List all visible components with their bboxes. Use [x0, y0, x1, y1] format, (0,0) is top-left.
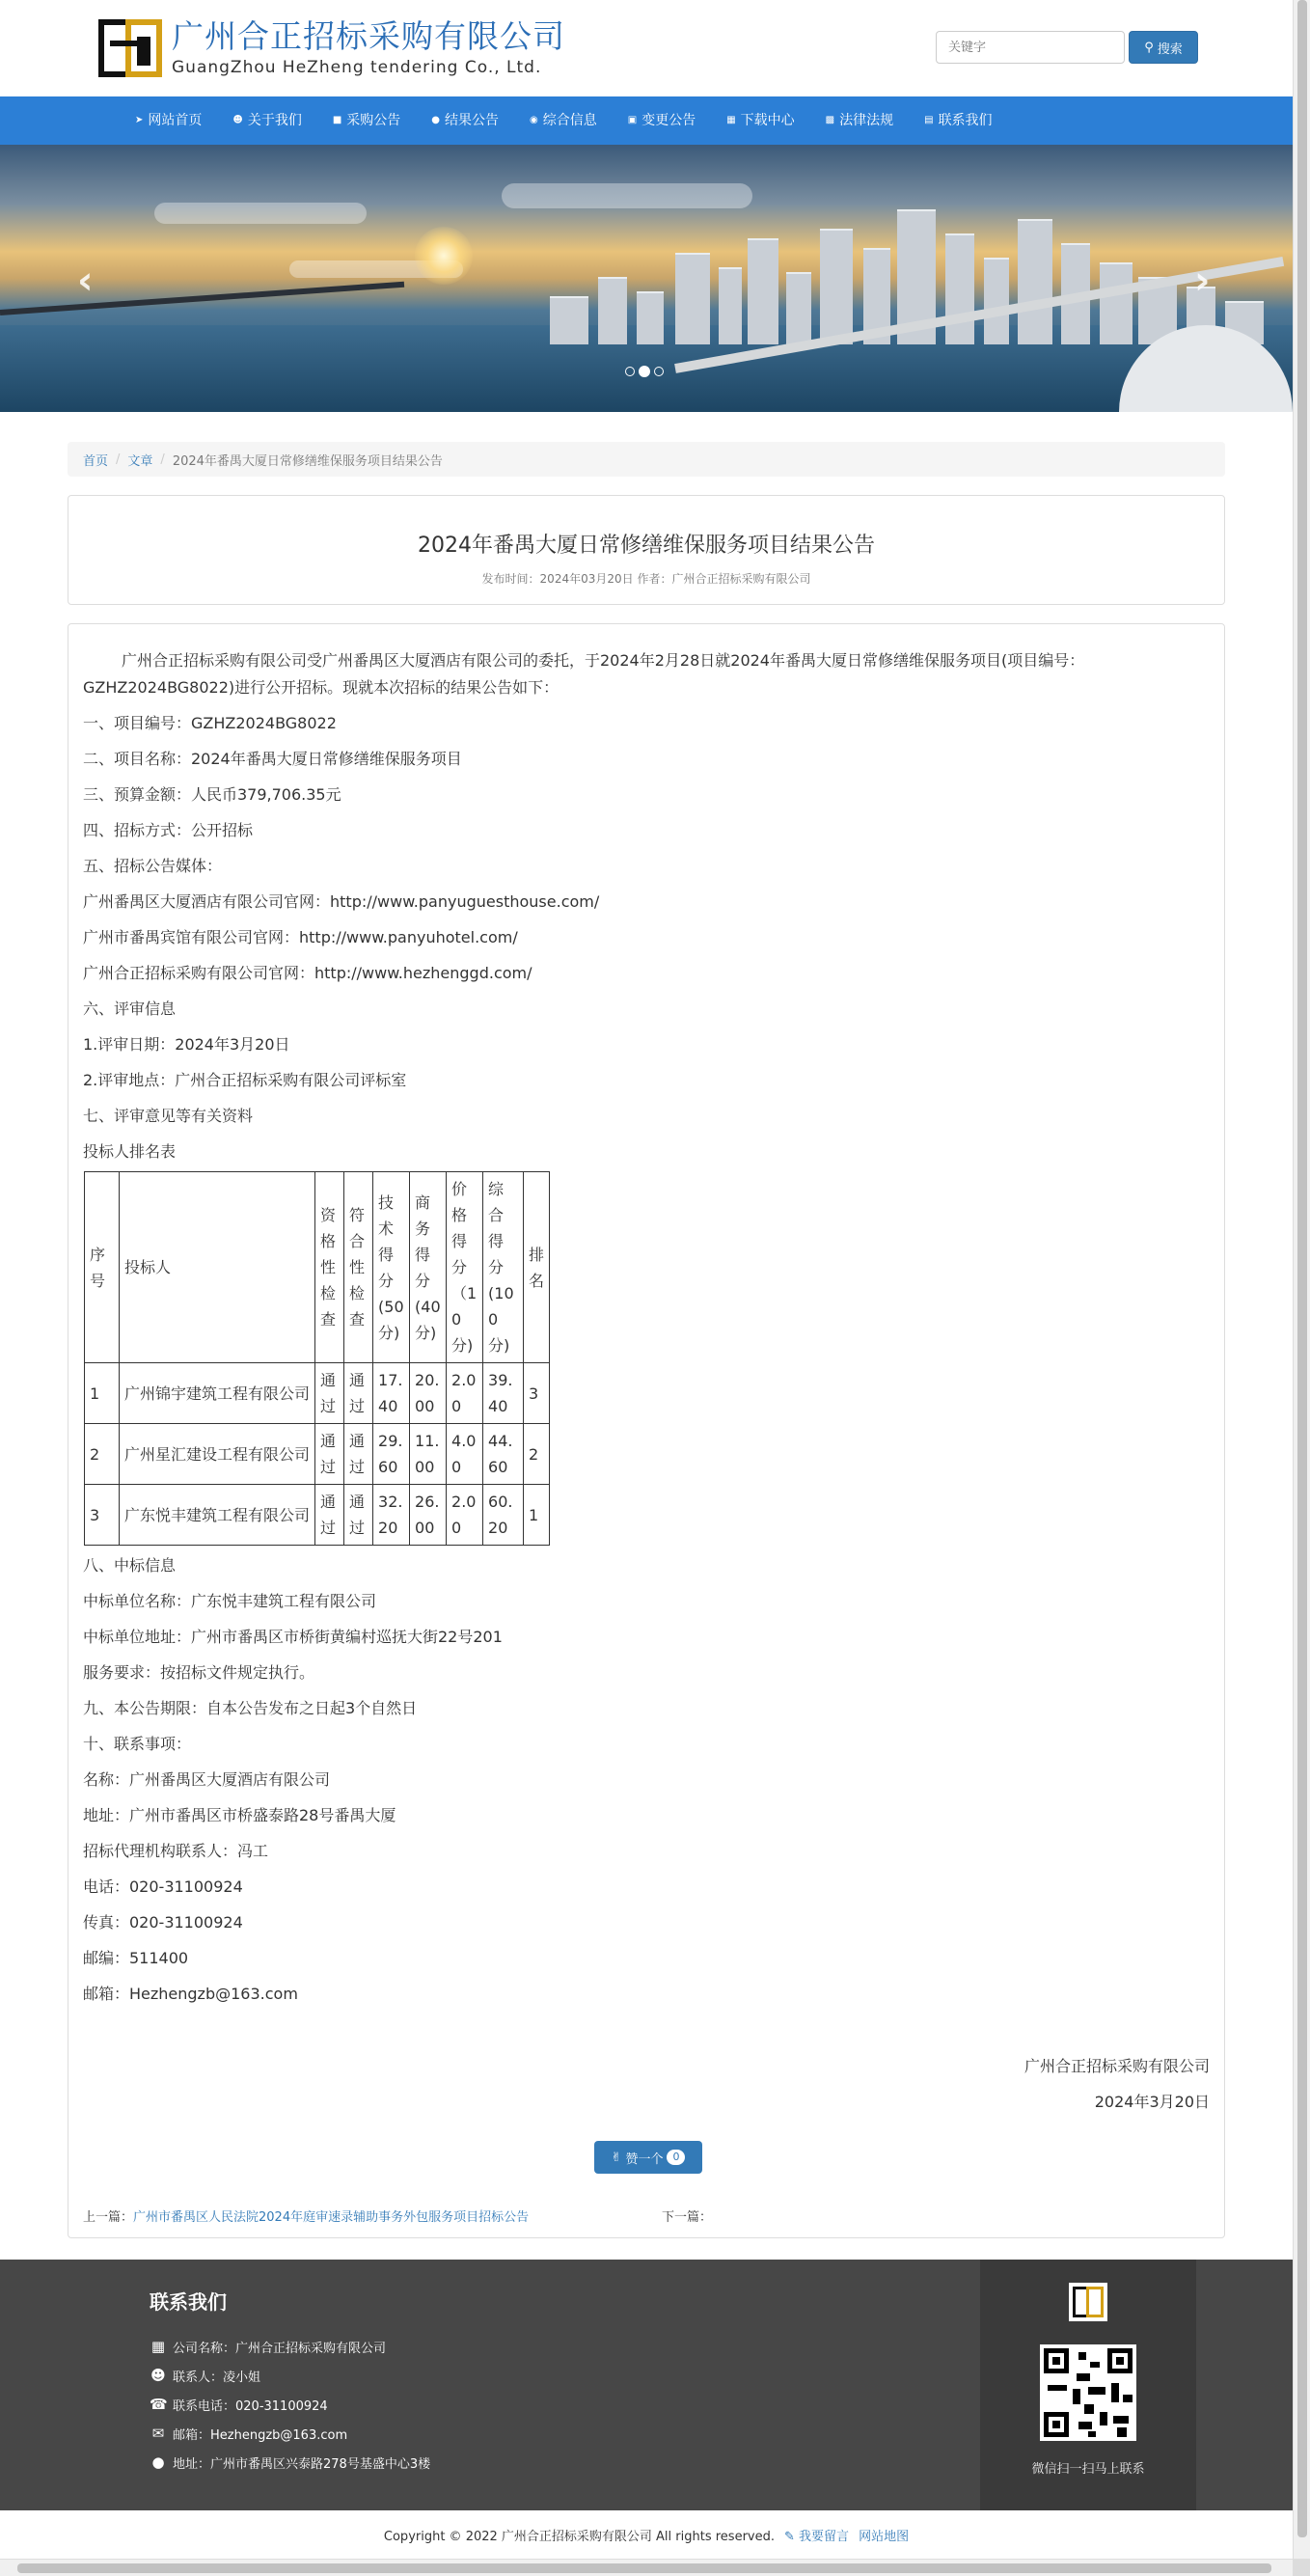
- article-title-panel: [68, 495, 1225, 605]
- logo-mark-icon: [96, 15, 164, 81]
- article-line: 投标人排名表: [83, 1142, 177, 1161]
- vertical-scroll-thumb[interactable]: [1297, 0, 1307, 2537]
- article-line: 中标单位名称：广东悦丰建筑工程有限公司: [83, 1592, 377, 1610]
- table-row: [85, 1485, 550, 1546]
- users-icon: ☻: [150, 2367, 166, 2384]
- site-logo[interactable]: [96, 15, 565, 81]
- prev-label: 上一篇：: [83, 2210, 134, 2225]
- like-button[interactable]: [594, 2141, 702, 2174]
- leave-message-label: 我要留言: [799, 2529, 850, 2544]
- footer-company: 公司名称：广州合正招标采购有限公司: [173, 2341, 387, 2356]
- carousel-dot[interactable]: [625, 367, 635, 376]
- footer-qr-section: [980, 2260, 1196, 2510]
- site-header: [0, 0, 1293, 96]
- carousel-prev-icon[interactable]: ‹: [77, 259, 94, 303]
- breadcrumb-home[interactable]: 首页: [83, 453, 109, 469]
- thumbs-up-icon: ✌: [611, 2150, 622, 2165]
- search-icon: ⚲: [1144, 40, 1154, 55]
- table-cell: 29.60: [373, 1424, 410, 1485]
- article-line: 传真：020-31100924: [83, 1913, 243, 1932]
- footer-contact-row: [150, 2361, 430, 2390]
- table-cell: 20.00: [410, 1363, 447, 1424]
- map-marker-icon: ●: [151, 2453, 165, 2471]
- footer-contact-info: [150, 2287, 430, 2477]
- article-line: 九、本公告期限：自本公告发布之日起3个自然日: [83, 1699, 418, 1717]
- nav-item-results[interactable]: [416, 96, 514, 145]
- horizontal-scroll-thumb[interactable]: [17, 2563, 1271, 2573]
- article-line: 2.评审地点：广州合正招标采购有限公司评标室: [83, 1071, 407, 1089]
- edit-icon: ✎: [784, 2529, 795, 2544]
- qr-caption: 微信扫一扫马上联系: [1031, 2462, 1145, 2477]
- table-cell: 32.20: [373, 1485, 410, 1546]
- article-line: 1.评审日期：2024年3月20日: [83, 1035, 290, 1054]
- bidder-ranking-table: [84, 1171, 550, 1546]
- prev-article-link[interactable]: 广州市番禺区人民法院2024年庭审速录辅助事务外包服务项目招标公告: [133, 2210, 530, 2225]
- table-header-cell: 序号: [85, 1172, 120, 1363]
- table-cell: 11.00: [410, 1424, 447, 1485]
- nav-item-contact[interactable]: [909, 96, 1007, 145]
- table-cell: 通过: [344, 1363, 373, 1424]
- table-row: [85, 1363, 550, 1424]
- table-cell: 2: [524, 1424, 550, 1485]
- footer-email: 邮箱：Hezhengzb@163.com: [173, 2427, 348, 2443]
- table-cell: 2.00: [447, 1485, 483, 1546]
- search-input[interactable]: [936, 31, 1125, 64]
- footer-company-row: [150, 2332, 430, 2361]
- table-cell: 通过: [344, 1424, 373, 1485]
- banner-cloud: [154, 203, 367, 224]
- article-line: 电话：020-31100924: [83, 1877, 243, 1896]
- article-section-a: [83, 705, 1210, 1169]
- table-cell: 2: [85, 1424, 120, 1485]
- footer-address: 地址：广州市番禺区兴泰路278号基盛中心3楼: [173, 2456, 431, 2472]
- table-cell: 通过: [344, 1485, 373, 1546]
- article-line: 十、联系事项：: [83, 1735, 192, 1753]
- logo-text: [172, 17, 565, 79]
- table-cell: 通过: [315, 1363, 344, 1424]
- article-meta: 发布时间：2024年03月20日 作者：广州合正招标采购有限公司: [481, 572, 811, 586]
- footer-contact: 联系人：凌小姐: [173, 2370, 261, 2385]
- table-row: [85, 1424, 550, 1485]
- send-icon: ➤: [135, 115, 144, 125]
- footer-address-row: [150, 2448, 430, 2477]
- bulb-icon: ◉: [530, 115, 538, 125]
- lock-icon: ■: [332, 115, 342, 125]
- article-intro: 广州合正招标采购有限公司受广州番禺区大厦酒店有限公司的委托，于2024年2月28日就2024年番禺大厦日常修缮维保服务项目(项目编号：GZHZ2024BG8022)进行公开招标。现就本次招标的结果公告如下：: [83, 651, 1085, 697]
- next-article: [662, 2206, 712, 2225]
- table-header-cell: 符合性检查: [344, 1172, 373, 1363]
- company-name-en: GuangZhou HeZheng tendering Co., Ltd.: [172, 58, 542, 77]
- carousel-next-icon[interactable]: ›: [1194, 259, 1211, 303]
- circle-icon: ●: [431, 115, 441, 125]
- calendar-icon: ▣: [627, 115, 638, 125]
- book-icon: ▩: [825, 115, 835, 125]
- sign-date: 2024年3月20日: [1094, 2093, 1210, 2111]
- banner-bridge: [0, 282, 404, 315]
- nav-item-about[interactable]: [217, 96, 316, 145]
- article-content-panel: [68, 623, 1225, 2238]
- table-cell: 通过: [315, 1485, 344, 1546]
- table-header-cell: 综合得分(100分): [483, 1172, 524, 1363]
- table-header-cell: 资格性检查: [315, 1172, 344, 1363]
- article-body: [83, 647, 1210, 2120]
- table-cell: 1: [85, 1363, 120, 1424]
- leave-message-link[interactable]: [784, 2526, 849, 2544]
- nav-label: 综合信息: [542, 113, 597, 128]
- like-count-badge: 0: [667, 2150, 685, 2165]
- nav-label: 网站首页: [148, 113, 203, 128]
- carousel-dot[interactable]: [654, 367, 664, 376]
- article-line: 服务要求：按招标文件规定执行。: [83, 1663, 315, 1682]
- nav-label: 关于我们: [247, 113, 302, 128]
- article-line: 七、评审意见等有关资料: [83, 1107, 254, 1125]
- nav-label: 采购公告: [346, 113, 401, 128]
- footer-phone: 联系电话：020-31100924: [173, 2398, 328, 2414]
- table-cell: 3: [85, 1485, 120, 1546]
- nav-label: 下载中心: [740, 113, 795, 128]
- footer-phone-row: [150, 2390, 430, 2419]
- article-section-b: [83, 1548, 1210, 2012]
- wechat-qr-code: [1040, 2344, 1136, 2441]
- article-line: 名称：广州番禺区大厦酒店有限公司: [83, 1770, 331, 1789]
- article-line: 广州市番禺宾馆有限公司官网：http://www.panyuhotel.com/: [83, 928, 518, 946]
- article-line: 地址：广州市番禺区市桥盛泰路28号番禺大厦: [83, 1806, 396, 1824]
- footer-email-row: [150, 2419, 430, 2448]
- table-cell: 60.20: [483, 1485, 524, 1546]
- breadcrumb-separator: /: [160, 452, 165, 467]
- copyright-bar: [0, 2510, 1293, 2559]
- article-line: 三、预算金额：人民币379,706.35元: [83, 785, 341, 804]
- nav-label: 结果公告: [445, 113, 500, 128]
- copyright-text: Copyright © 2022 广州合正招标采购有限公司 All rights reserved.: [383, 2529, 775, 2544]
- table-cell: 39.40: [483, 1363, 524, 1424]
- article-line: 邮编：511400: [83, 1949, 189, 1967]
- nav-item-laws[interactable]: [810, 96, 909, 145]
- table-cell: 4.00: [447, 1424, 483, 1485]
- sign-company: 广州合正招标采购有限公司: [1023, 2057, 1210, 2075]
- nav-item-downloads[interactable]: [711, 96, 809, 145]
- footer-heading: 联系我们: [150, 2290, 227, 2314]
- article-line: 中标单位地址：广州市番禺区市桥街黄编村巡抚大街22号201: [83, 1628, 503, 1646]
- table-header-cell: 排名: [524, 1172, 550, 1363]
- nav-label: 联系我们: [938, 113, 993, 128]
- breadcrumb-section[interactable]: 文章: [127, 453, 153, 469]
- article-line: 广州合正招标采购有限公司官网：http://www.hezhenggd.com/: [83, 964, 532, 982]
- scroll-corner: [1293, 2559, 1310, 2576]
- article-title: 2024年番禺大厦日常修缮维保服务项目结果公告: [418, 534, 875, 558]
- breadcrumb: [68, 442, 1225, 477]
- article-line: 四、招标方式：公开招标: [83, 821, 254, 839]
- carousel-dot-active[interactable]: [639, 366, 650, 377]
- table-cell: 26.00: [410, 1485, 447, 1546]
- table-header-row: [85, 1172, 550, 1363]
- article-line: 八、中标信息: [83, 1556, 177, 1575]
- table-header-cell: 价格得分（10分): [447, 1172, 483, 1363]
- banner-sun: [415, 227, 473, 285]
- vertical-scrollbar[interactable]: [1293, 0, 1310, 2559]
- article-pagination: [83, 2206, 1210, 2225]
- table-cell: 广州锦宇建筑工程有限公司: [120, 1363, 315, 1424]
- table-header-cell: 投标人: [120, 1172, 315, 1363]
- carousel-indicators: [625, 367, 664, 377]
- sitemap-link[interactable]: 网站地图: [859, 2529, 910, 2544]
- site-footer: [0, 2260, 1293, 2510]
- article-line: 招标代理机构联系人：冯工: [83, 1842, 269, 1860]
- nav-label: 法律法规: [839, 113, 894, 128]
- table-header-cell: 商务得分(40分): [410, 1172, 447, 1363]
- table-header-cell: 技术得分(50分): [373, 1172, 410, 1363]
- horizontal-scrollbar[interactable]: [0, 2559, 1293, 2576]
- company-name-cn: 广州合正招标采购有限公司: [172, 17, 565, 55]
- table-cell: 17.40: [373, 1363, 410, 1424]
- main-nav: [0, 96, 1293, 145]
- nav-item-changes[interactable]: [613, 96, 711, 145]
- breadcrumb-separator: /: [116, 452, 121, 467]
- download-icon: ▦: [726, 115, 736, 125]
- card-icon: ▤: [924, 115, 934, 125]
- nav-label: 变更公告: [641, 113, 696, 128]
- next-label: 下一篇：: [662, 2210, 713, 2225]
- search-button-label: 搜索: [1157, 41, 1183, 57]
- article-line: 一、项目编号：GZHZ2024BG8022: [83, 714, 337, 732]
- banner-carousel[interactable]: [0, 145, 1293, 412]
- like-label: 赞一个: [625, 2151, 664, 2167]
- breadcrumb-current: 2024年番禺大厦日常修缮维保服务项目结果公告: [172, 453, 443, 469]
- phone-icon: ☎: [150, 2396, 168, 2413]
- prev-article: [83, 2206, 662, 2225]
- users-icon: ☻: [232, 115, 243, 125]
- article-line: 广州番禺区大厦酒店有限公司官网：http://www.panyuguesthouse.com/: [83, 892, 600, 911]
- article-line: 六、评审信息: [83, 1000, 177, 1018]
- article-line: 五、招标公告媒体：: [83, 857, 223, 875]
- table-cell: 2.00: [447, 1363, 483, 1424]
- footer-logo-icon: [1069, 2283, 1107, 2321]
- search-button[interactable]: [1129, 31, 1198, 64]
- nav-item-procurement[interactable]: [317, 96, 416, 145]
- table-cell: 广东悦丰建筑工程有限公司: [120, 1485, 315, 1546]
- envelope-icon: ✉: [151, 2425, 165, 2442]
- table-cell: 1: [524, 1485, 550, 1546]
- nav-item-info[interactable]: [514, 96, 613, 145]
- table-cell: 3: [524, 1363, 550, 1424]
- building-icon: ▦: [150, 2338, 166, 2355]
- article-line: 邮箱：Hezhengzb@163.com: [83, 1985, 298, 2003]
- article-line: 二、项目名称：2024年番禺大厦日常修缮维保服务项目: [83, 750, 462, 768]
- table-cell: 通过: [315, 1424, 344, 1485]
- table-cell: 44.60: [483, 1424, 524, 1485]
- table-cell: 广州星汇建设工程有限公司: [120, 1424, 315, 1485]
- nav-item-home[interactable]: [120, 96, 217, 145]
